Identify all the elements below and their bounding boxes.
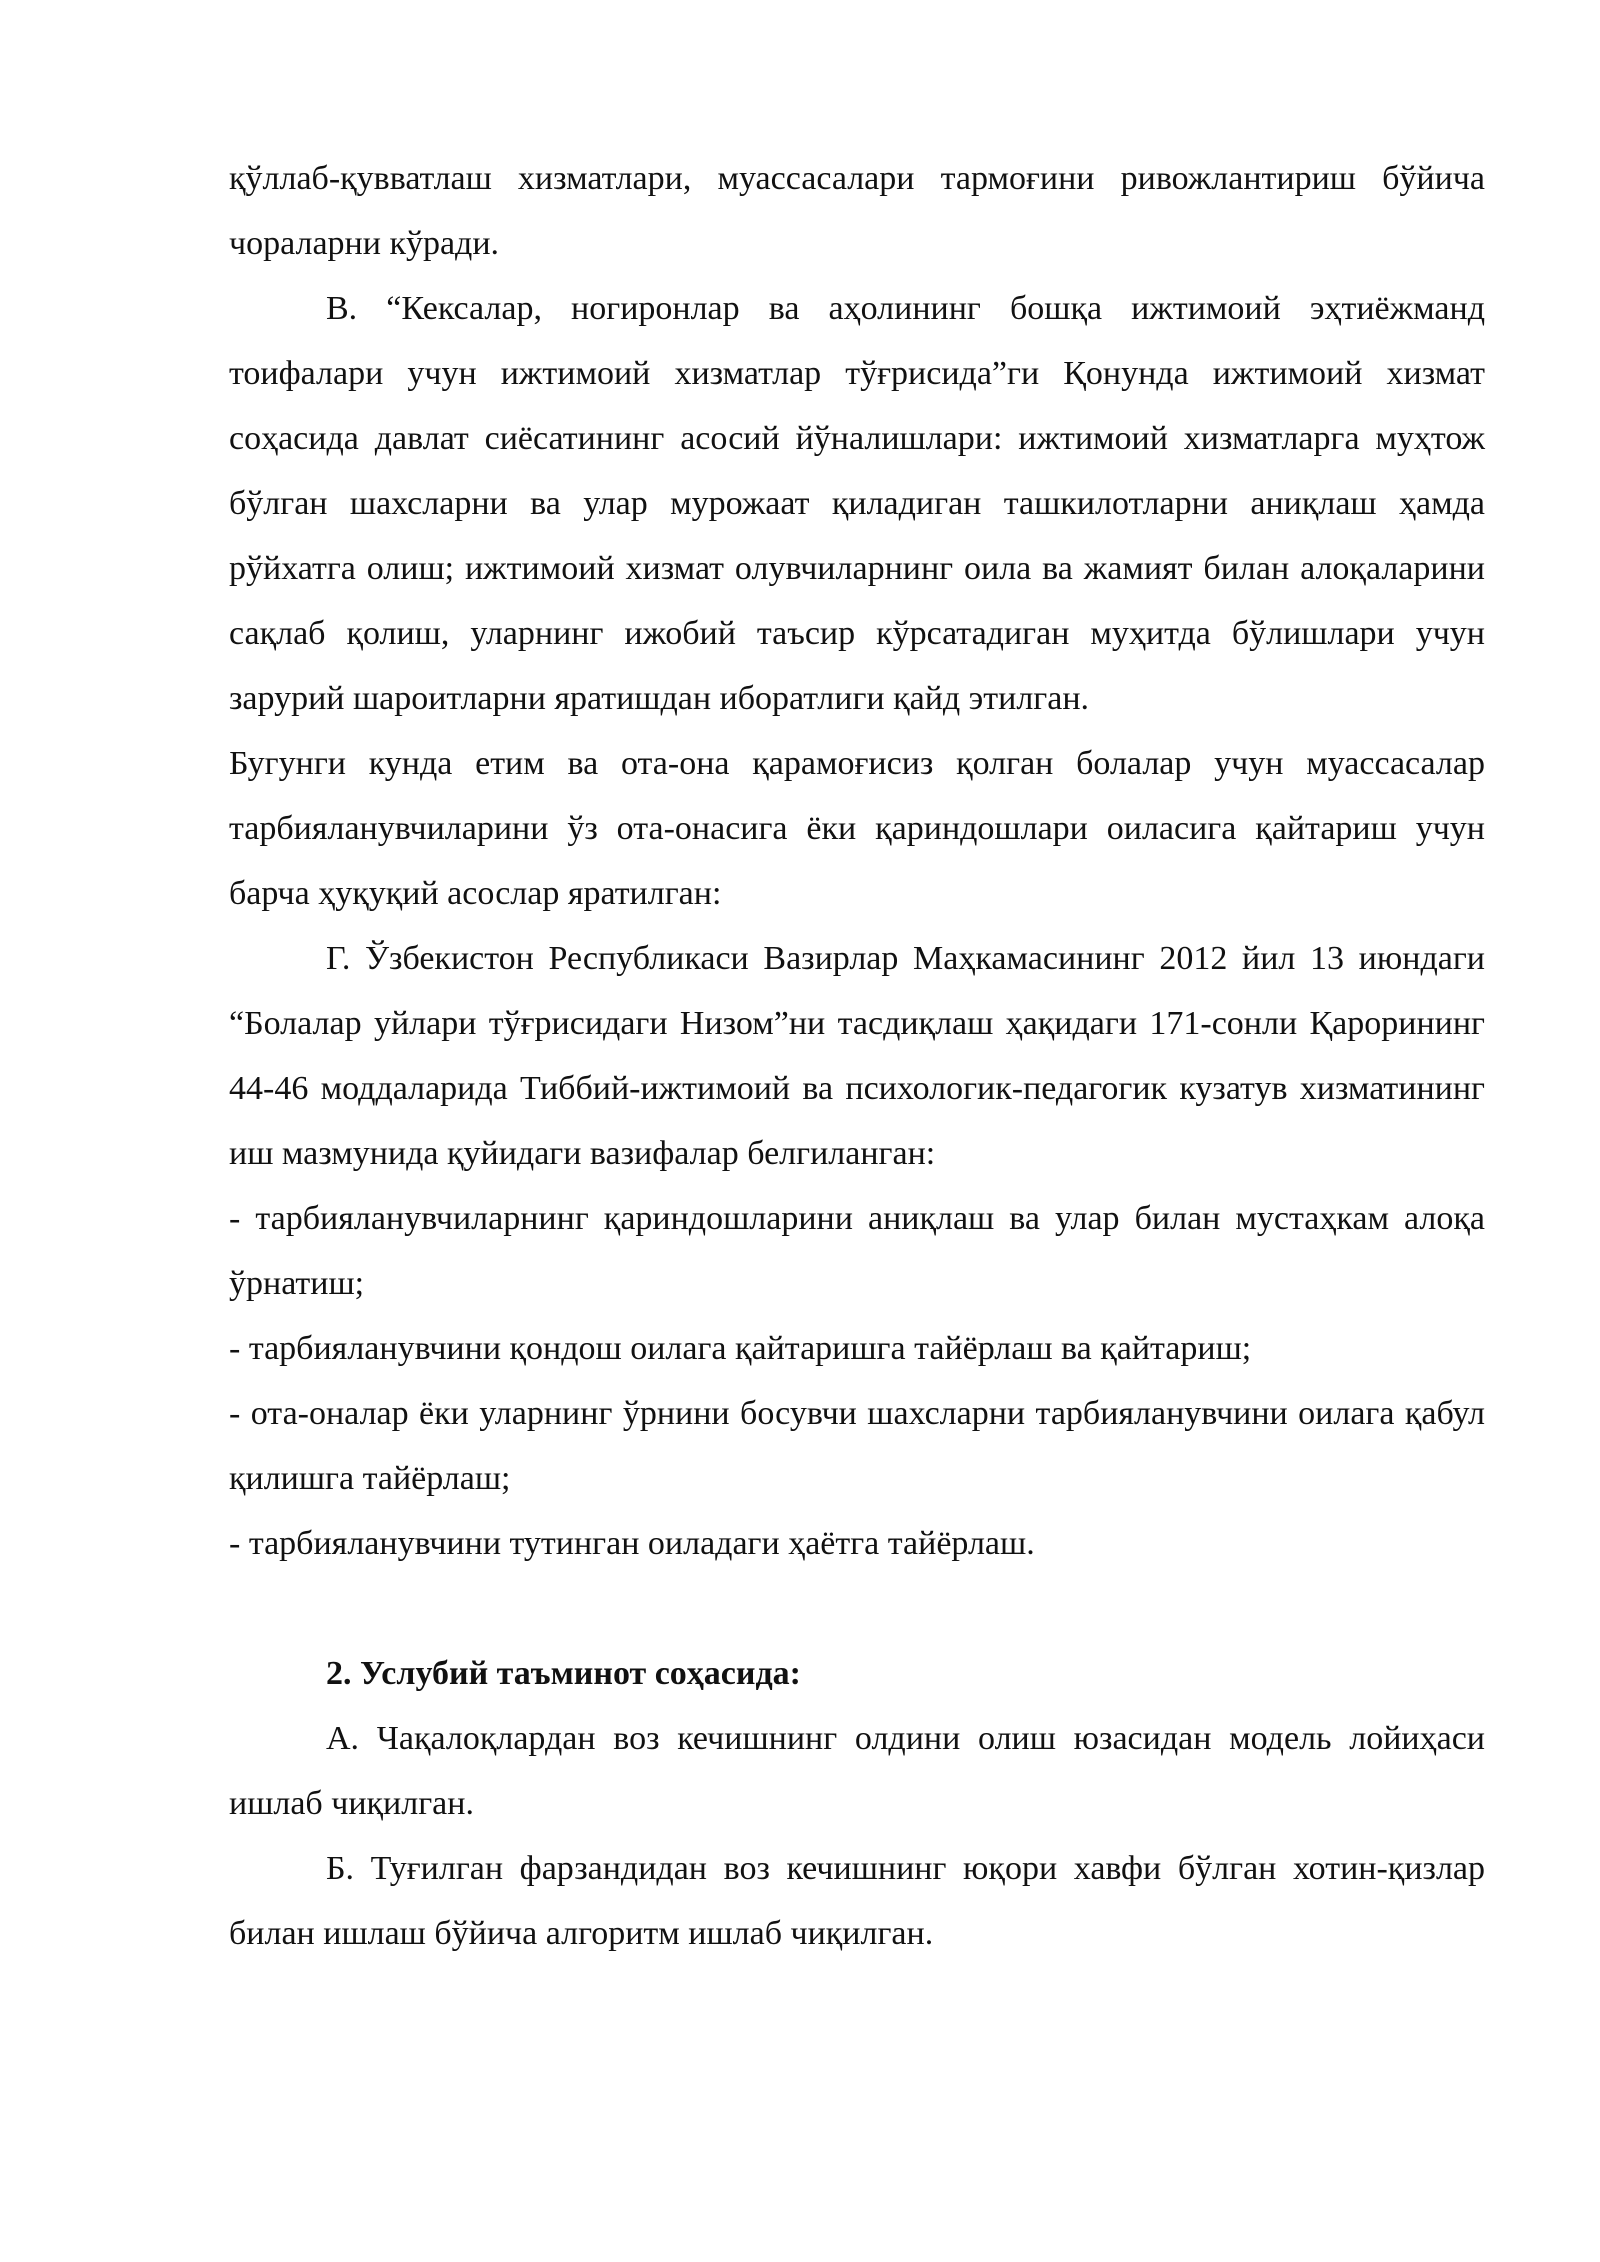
list-item: - тарбияланувчиларнинг қариндошларини аниқлаш ва улар билан мустаҳкам алоқа ўрнатиш; [229,1200,1485,1302]
list-item: - тарбияланувчини тутинган оиладаги ҳаётга тайёрлаш. [229,1525,1035,1562]
section-spacer [229,1576,1485,1641]
paragraph-legal-basis: Бугунги кунда етим ва ота-она қарамоғисиз қолган болалар учун муассасалар тарбияланувчиларини ўз ота-онасига ёки қариндошлари оиласига қайтариш учун барча ҳуқуқий асослар яратилган: [229,745,1485,912]
paragraph-g-resolution: Г. Ўзбекистон Республикаси Вазирлар Маҳкамасининг 2012 йил 13 июндаги “Болалар уйлари тўғрисидаги Низом”ни тасдиқлаш ҳақидаги 171-сонли Қарорининг 44-46 моддаларида Тиббий-ижтимоий ва психологик-педагогик кузатув хизматининг иш мазмунида қуйидаги вазифалар белгиланган: [229,940,1485,1172]
paragraph-v-law: В. “Кексалар, ногиронлар ва аҳолининг бошқа ижтимоий эҳтиёжманд тоифалари учун ижтимоий хизматлар тўғрисида”ги Қонунда ижтимоий хизмат соҳасида давлат сиёсатининг асосий йўналишлари: ижтимоий хизматларга муҳтож бўлган шахсларни ва улар мурожаат қиладиган ташкилотларни аниқлаш ҳамда рўйхатга олиш; ижтимоий хизмат олувчиларнинг оила ва жамият билан алоқаларини сақлаб қолиш, уларнинг ижобий таъсир кўрсатадиган муҳитда бўлишлари учун зарурий шароитларни яратишдан иборатлиги қайд этилган. [229,290,1485,717]
paragraph-a-model: А. Чақалоқлардан воз кечишнинг олдини олиш юзасидан модель лойиҳаси ишлаб чиқилган. [229,1720,1485,1822]
paragraph-continuation: қўллаб-қувватлаш хизматлари, муассасалари тармоғини ривожлантириш бўйича чораларни кўради. [229,160,1485,262]
list-item: - тарбияланувчини қондош оилага қайтаришга тайёрлаш ва қайтариш; [229,1330,1252,1367]
section-heading: 2. Услубий таъминот соҳасида: [326,1655,802,1692]
list-item: - ота-оналар ёки уларнинг ўрнини босувчи шахсларни тарбияланувчини оилага қабул қилишга тайёрлаш; [229,1395,1485,1497]
document-body [229,146,1485,1966]
paragraph-b-algorithm: Б. Туғилган фарзандидан воз кечишнинг юқори хавфи бўлган хотин-қизлар билан ишлаш бўйича алгоритм ишлаб чиқилган. [229,1850,1485,1952]
